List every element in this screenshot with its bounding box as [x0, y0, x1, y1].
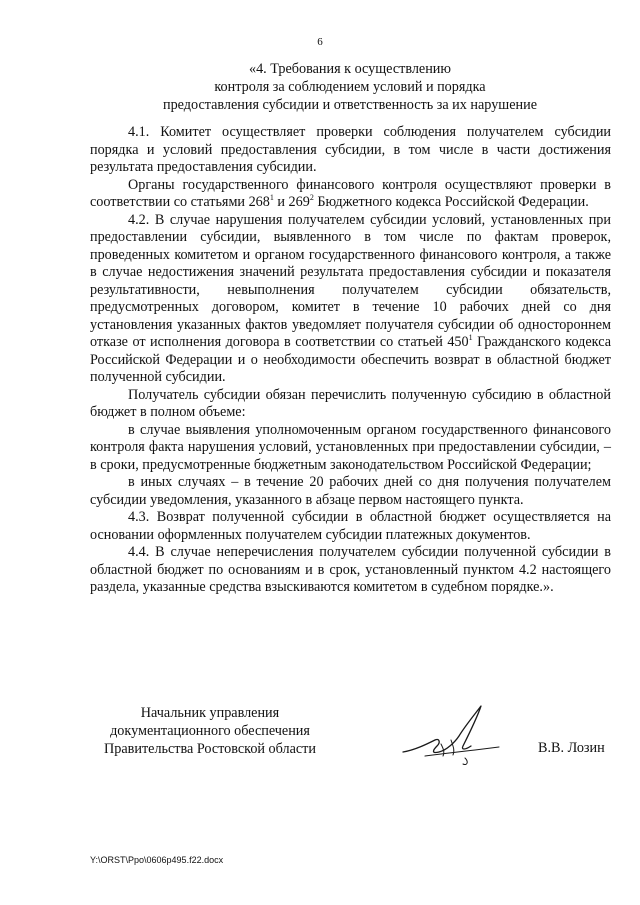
signer-title-line-3: Правительства Ростовской области: [104, 741, 316, 757]
heading-line-2: контроля за соблюдением условий и порядка: [214, 79, 486, 95]
text-segment: Гражданского кодекса Российской Федерации и о необходимости обеспечить возврат в областной бюджет полученной субсидии.: [90, 334, 611, 385]
heading-line-3: предоставления субсидии и ответственность за их нарушение: [162, 97, 537, 113]
paragraph-financial-control: [90, 177, 611, 212]
signer-name: В.В. Лозин: [538, 740, 605, 756]
footnote-mark: 1: [468, 333, 473, 342]
page-number: 6: [317, 36, 323, 48]
signer-title-line-2: документационного обеспечения: [110, 723, 310, 739]
document-body: [90, 124, 611, 597]
text-segment: 4.2. В случае нарушения получателем субсидии условий, установленных при предоставлении субсидии, выявленного в том числе по фактам проверок, проведенных комитетом и органом государственного финансового контроля, а также в случае недостижения значений результата предоставления субсидии и показателя результативности, невыполнения получателем субсидии обязательств, предусмотренных договором, комитет в течение 10 рабочих дней со дня установления указанных фактов уведомляет получателя субсидии об одностороннем отказе от исполнения договора в соответствии со статьей 450: [90, 211, 611, 350]
file-path: Y:\ORST\Ppo\0606p495.f22.docx: [90, 855, 224, 865]
signer-title: [90, 704, 330, 758]
paragraph-4-4: 4.4. В случае неперечисления получателем субсидии полученной субсидии в областной бюджет по основаниям и в срок, установленный пунктом 4.2 настоящего раздела, указанные средства взыскиваются комитетом в судебном порядке.».: [90, 544, 611, 595]
paragraph-case-other: в иных случаях – в течение 20 рабочих дней со дня получения получателем субсидии уведомления, указанного в абзаце первом настоящего пункта.: [90, 474, 611, 508]
paragraph-4-1: 4.1. Комитет осуществляет проверки соблюдения получателем субсидии порядка и условий предоставления субсидии, в том числе в части достижения результата предоставления субсидии.: [90, 124, 611, 175]
paragraph-refund-obligation: Получатель субсидии обязан перечислить полученную субсидию в областной бюджет в полном объеме:: [90, 386, 611, 420]
paragraph-4-2: [90, 212, 611, 387]
section-heading: [90, 60, 610, 114]
heading-line-1: «4. Требования к осуществлению: [248, 61, 451, 77]
footnote-mark: 1: [269, 193, 274, 202]
text-segment: Бюджетного кодекса Российской Федерации.: [313, 194, 589, 210]
signer-title-line-1: Начальник управления: [140, 705, 280, 721]
paragraph-4-3: 4.3. Возврат полученной субсидии в областной бюджет осуществляется на основании оформленных получателем субсидии платежных документов.: [90, 509, 611, 543]
text-segment: и 269: [273, 194, 310, 210]
handwritten-signature: [395, 700, 505, 775]
paragraph-case-violation: в случае выявления уполномоченным органом государственного финансового контроля факта нарушения условий, установленных при предоставлении субсидии, – в сроки, предусмотренные бюджетным законодательством Российской Федерации;: [90, 421, 611, 473]
text-segment: Органы государственного финансового контроля осуществляют проверки в соответствии со статьями 268: [90, 176, 611, 210]
footnote-mark: 2: [309, 193, 314, 202]
